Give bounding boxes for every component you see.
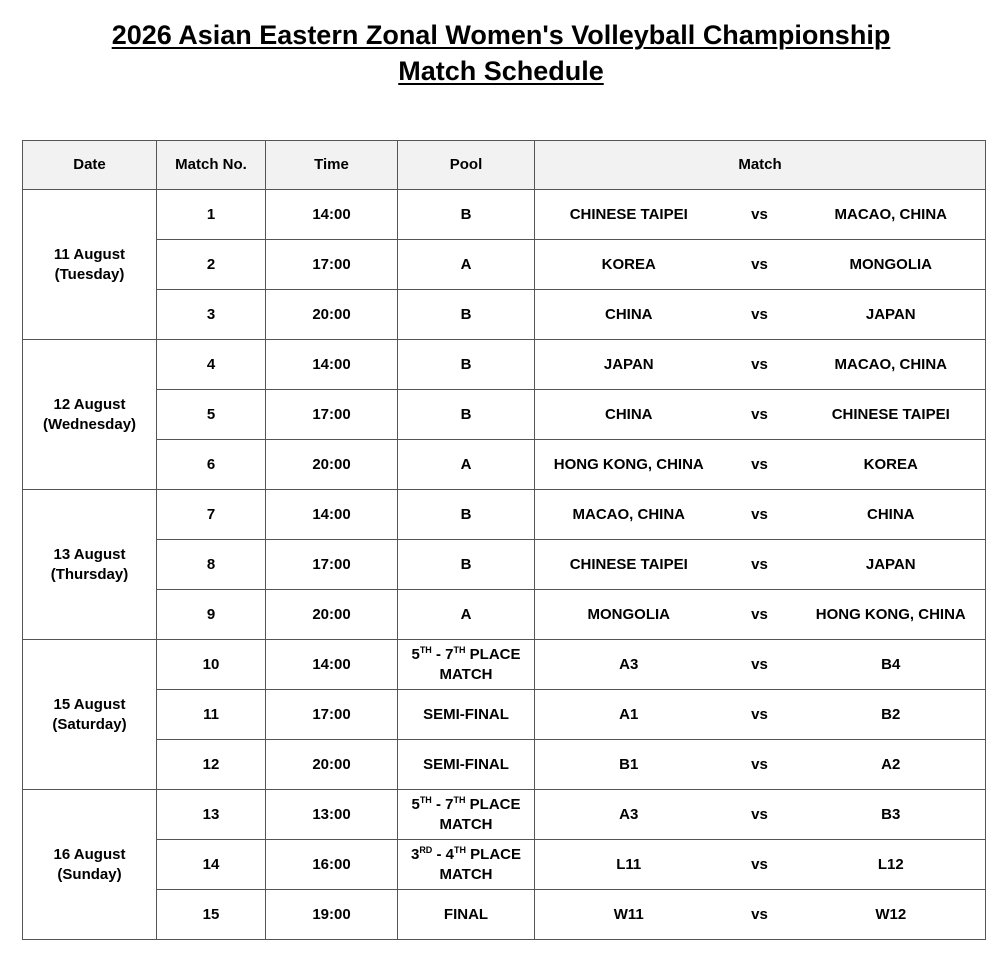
ordinal-suffix: TH bbox=[454, 844, 466, 855]
pool-label-part: PLACE bbox=[466, 845, 522, 863]
pool-cell: B bbox=[398, 540, 535, 590]
date-cell bbox=[23, 490, 157, 640]
date-cell bbox=[23, 640, 157, 790]
match-time: 19:00 bbox=[266, 890, 398, 940]
match-time: 20:00 bbox=[266, 290, 398, 340]
team-home: A3 bbox=[535, 640, 723, 690]
pool-cell: B bbox=[398, 190, 535, 240]
date-label: 15 August bbox=[53, 695, 126, 713]
pool-cell: FINAL bbox=[398, 890, 535, 940]
team-away: B2 bbox=[797, 690, 986, 740]
team-home: KOREA bbox=[535, 240, 723, 290]
pool-label-line2: MATCH bbox=[439, 865, 493, 883]
vs-label: vs bbox=[723, 640, 797, 690]
table-row bbox=[23, 790, 986, 840]
date-cell bbox=[23, 340, 157, 490]
vs-label: vs bbox=[723, 690, 797, 740]
vs-label: vs bbox=[723, 890, 797, 940]
match-number: 7 bbox=[157, 490, 266, 540]
pool-cell: A bbox=[398, 240, 535, 290]
team-home: HONG KONG, CHINA bbox=[535, 440, 723, 490]
team-home: CHINESE TAIPEI bbox=[535, 540, 723, 590]
ordinal-suffix: TH bbox=[453, 644, 466, 655]
header-row bbox=[23, 141, 986, 190]
match-number: 8 bbox=[157, 540, 266, 590]
team-away: CHINA bbox=[797, 490, 986, 540]
team-home: JAPAN bbox=[535, 340, 723, 390]
header-match-no: Match No. bbox=[157, 141, 266, 190]
vs-label: vs bbox=[723, 790, 797, 840]
table-row bbox=[23, 440, 986, 490]
vs-label: vs bbox=[723, 540, 797, 590]
pool-cell: A bbox=[398, 440, 535, 490]
match-time: 20:00 bbox=[266, 590, 398, 640]
date-cell bbox=[23, 790, 157, 940]
match-number: 9 bbox=[157, 590, 266, 640]
date-cell bbox=[23, 190, 157, 340]
team-home: CHINA bbox=[535, 290, 723, 340]
vs-label: vs bbox=[723, 440, 797, 490]
team-away: L12 bbox=[797, 840, 986, 890]
pool-label-line1 bbox=[398, 845, 534, 865]
pool-cell bbox=[398, 640, 535, 690]
table-row bbox=[23, 590, 986, 640]
team-away: A2 bbox=[797, 740, 986, 790]
team-home: A1 bbox=[535, 690, 723, 740]
team-away: W12 bbox=[797, 890, 986, 940]
vs-label: vs bbox=[723, 190, 797, 240]
team-home: MACAO, CHINA bbox=[535, 490, 723, 540]
vs-label: vs bbox=[723, 740, 797, 790]
pool-label-part: PLACE bbox=[465, 795, 521, 813]
table-row bbox=[23, 490, 986, 540]
team-away: B3 bbox=[797, 790, 986, 840]
table-row bbox=[23, 240, 986, 290]
table-row bbox=[23, 690, 986, 740]
team-home: CHINESE TAIPEI bbox=[535, 190, 723, 240]
pool-cell: B bbox=[398, 390, 535, 440]
table-row bbox=[23, 290, 986, 340]
match-number: 5 bbox=[157, 390, 266, 440]
pool-label-line1 bbox=[398, 645, 534, 665]
pool-cell: SEMI-FINAL bbox=[398, 690, 535, 740]
team-away: MACAO, CHINA bbox=[797, 340, 986, 390]
weekday-label: (Sunday) bbox=[57, 865, 122, 883]
team-away: HONG KONG, CHINA bbox=[797, 590, 986, 640]
match-time: 13:00 bbox=[266, 790, 398, 840]
match-number: 13 bbox=[157, 790, 266, 840]
pool-cell bbox=[398, 840, 535, 890]
team-home: L11 bbox=[535, 840, 723, 890]
table-row bbox=[23, 540, 986, 590]
match-time: 17:00 bbox=[266, 390, 398, 440]
pool-label-line2: MATCH bbox=[439, 665, 493, 683]
match-number: 4 bbox=[157, 340, 266, 390]
schedule-body bbox=[23, 190, 986, 940]
team-away: CHINESE TAIPEI bbox=[797, 390, 986, 440]
match-number: 1 bbox=[157, 190, 266, 240]
pool-label-part: - 7 bbox=[431, 795, 454, 813]
weekday-label: (Saturday) bbox=[52, 715, 127, 733]
team-home: A3 bbox=[535, 790, 723, 840]
ordinal-suffix: TH bbox=[419, 794, 432, 805]
match-number: 3 bbox=[157, 290, 266, 340]
team-home: B1 bbox=[535, 740, 723, 790]
match-time: 20:00 bbox=[266, 740, 398, 790]
table-row bbox=[23, 640, 986, 690]
team-home: W11 bbox=[535, 890, 723, 940]
team-away: MONGOLIA bbox=[797, 240, 986, 290]
pool-label-part: 3 bbox=[410, 845, 420, 863]
vs-label: vs bbox=[723, 490, 797, 540]
pool-label-part: 5 bbox=[411, 795, 420, 813]
pool-label-line2: MATCH bbox=[439, 815, 493, 833]
team-home: CHINA bbox=[535, 390, 723, 440]
date-label: 16 August bbox=[53, 845, 126, 863]
ordinal-suffix: TH bbox=[453, 794, 466, 805]
weekday-label: (Thursday) bbox=[50, 565, 129, 583]
pool-cell: B bbox=[398, 340, 535, 390]
match-number: 10 bbox=[157, 640, 266, 690]
match-number: 11 bbox=[157, 690, 266, 740]
header-date: Date bbox=[23, 141, 157, 190]
page-subtitle: Match Schedule bbox=[398, 56, 604, 86]
match-number: 15 bbox=[157, 890, 266, 940]
match-time: 17:00 bbox=[266, 540, 398, 590]
schedule-table bbox=[22, 140, 986, 940]
header-match: Match bbox=[535, 141, 986, 190]
table-row bbox=[23, 340, 986, 390]
weekday-label: (Wednesday) bbox=[42, 415, 137, 433]
vs-label: vs bbox=[723, 340, 797, 390]
pool-label-part: 5 bbox=[411, 645, 420, 663]
table-row bbox=[23, 390, 986, 440]
match-number: 12 bbox=[157, 740, 266, 790]
date-label: 12 August bbox=[53, 395, 126, 413]
pool-label-line1 bbox=[398, 795, 534, 815]
match-time: 17:00 bbox=[266, 690, 398, 740]
table-row bbox=[23, 740, 986, 790]
vs-label: vs bbox=[723, 240, 797, 290]
table-row bbox=[23, 840, 986, 890]
team-away: KOREA bbox=[797, 440, 986, 490]
pool-label-part: - 4 bbox=[432, 845, 454, 863]
match-time: 17:00 bbox=[266, 240, 398, 290]
vs-label: vs bbox=[723, 840, 797, 890]
match-number: 14 bbox=[157, 840, 266, 890]
team-away: MACAO, CHINA bbox=[797, 190, 986, 240]
match-time: 20:00 bbox=[266, 440, 398, 490]
table-row bbox=[23, 190, 986, 240]
match-time: 16:00 bbox=[266, 840, 398, 890]
match-time: 14:00 bbox=[266, 490, 398, 540]
pool-cell: A bbox=[398, 590, 535, 640]
date-label: 13 August bbox=[53, 545, 126, 563]
header-time: Time bbox=[266, 141, 398, 190]
pool-cell: B bbox=[398, 490, 535, 540]
table-row bbox=[23, 890, 986, 940]
vs-label: vs bbox=[723, 290, 797, 340]
team-away: JAPAN bbox=[797, 540, 986, 590]
match-number: 6 bbox=[157, 440, 266, 490]
header-pool: Pool bbox=[398, 141, 535, 190]
vs-label: vs bbox=[723, 390, 797, 440]
match-time: 14:00 bbox=[266, 190, 398, 240]
match-time: 14:00 bbox=[266, 340, 398, 390]
pool-cell: SEMI-FINAL bbox=[398, 740, 535, 790]
team-away: B4 bbox=[797, 640, 986, 690]
team-home: MONGOLIA bbox=[535, 590, 723, 640]
ordinal-suffix: TH bbox=[419, 644, 432, 655]
date-label: 11 August bbox=[53, 245, 126, 263]
ordinal-suffix: RD bbox=[419, 844, 433, 855]
weekday-label: (Tuesday) bbox=[54, 265, 125, 283]
pool-label-part: - 7 bbox=[431, 645, 454, 663]
pool-cell: B bbox=[398, 290, 535, 340]
page-title: 2026 Asian Eastern Zonal Women's Volleyball Championship bbox=[111, 20, 891, 50]
pool-cell bbox=[398, 790, 535, 840]
match-number: 2 bbox=[157, 240, 266, 290]
vs-label: vs bbox=[723, 590, 797, 640]
match-time: 14:00 bbox=[266, 640, 398, 690]
pool-label-part: PLACE bbox=[465, 645, 521, 663]
team-away: JAPAN bbox=[797, 290, 986, 340]
